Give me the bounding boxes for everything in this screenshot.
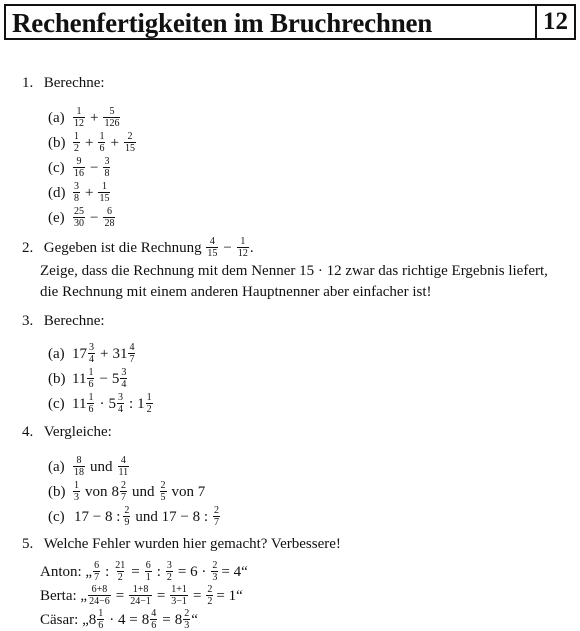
fraction: $\frac{1}{6}$ bbox=[99, 131, 105, 154]
expression-text: und 17 − 8 : bbox=[135, 508, 209, 525]
expression-text: 17 − 8 : bbox=[74, 508, 121, 525]
question-text: Berechne: bbox=[43, 75, 105, 91]
mixed-number: 11 $\frac{1}{6}$ bbox=[72, 367, 94, 390]
operator: − bbox=[223, 239, 232, 256]
fraction: $\frac{1}{12}$ bbox=[237, 236, 248, 259]
question-number: 1. bbox=[22, 75, 34, 91]
mixed-number: 17 $\frac{3}{4}$ bbox=[72, 342, 94, 365]
q1-item-e bbox=[48, 206, 116, 229]
fraction: $\frac{2}{3}$ bbox=[212, 560, 218, 583]
question-number: 5. bbox=[22, 536, 34, 552]
item-label: (c) bbox=[48, 159, 65, 176]
q5-berta: Berta: „ $\frac{6+8}{24-6}$ = $\frac{1+8}{24-1}$ = $\frac{1+1}{3-1}$ = $\frac{2}{2}$ = 1“ bbox=[40, 584, 243, 607]
q4-item-a bbox=[48, 455, 130, 478]
operator: + bbox=[90, 109, 99, 126]
q3-item-b bbox=[48, 367, 128, 390]
connector-text: von 7 bbox=[171, 483, 206, 500]
item-label: (a) bbox=[48, 458, 65, 475]
item-label: (e) bbox=[48, 209, 65, 226]
item-label: (a) bbox=[48, 345, 65, 362]
mixed-number: 8 $\frac{4}{6}$ bbox=[141, 608, 157, 631]
fraction: $\frac{9}{16}$ bbox=[74, 156, 84, 179]
item-label: (c) bbox=[48, 395, 65, 412]
q1-item-b bbox=[48, 131, 137, 154]
question-text: Berechne: bbox=[43, 313, 105, 329]
operator: + bbox=[100, 345, 109, 362]
q1-item-c bbox=[48, 156, 111, 179]
question-number: 3. bbox=[22, 313, 34, 329]
fraction: $\frac{2}{5}$ bbox=[160, 480, 166, 503]
fraction: $\frac{1+1}{3-1}$ bbox=[171, 584, 187, 607]
fraction: $\frac{6+8}{24-6}$ bbox=[89, 584, 110, 607]
operator: − bbox=[90, 209, 99, 226]
mixed-number: 8 $\frac{2}{3}$ bbox=[174, 608, 190, 631]
fraction: $\frac{25}{30}$ bbox=[74, 206, 84, 229]
item-label: (b) bbox=[48, 483, 66, 500]
question-3 bbox=[22, 312, 105, 330]
q5-casar: Cäsar: „ 8 $\frac{1}{6}$ · 4 = 8 $\frac{4}{6}$ = 8 $\frac{2}{3}$ “ bbox=[40, 608, 198, 631]
fraction: $\frac{5}{126}$ bbox=[104, 106, 120, 129]
fraction: $\frac{4}{11}$ bbox=[118, 455, 129, 478]
item-label: (b) bbox=[48, 370, 66, 387]
operator: + bbox=[85, 184, 94, 201]
question-2 bbox=[22, 236, 254, 259]
fraction: $\frac{3}{8}$ bbox=[104, 156, 110, 179]
fraction: $\frac{1}{2}$ bbox=[74, 131, 79, 154]
connector-text: und bbox=[132, 483, 155, 500]
fraction: $\frac{2}{15}$ bbox=[124, 131, 135, 154]
question-number: 2. bbox=[22, 239, 34, 256]
question-2-line-2: Zeige, dass die Rechnung mit dem Nenner 15 · 12 zwar das richtige Ergebnis liefert, bbox=[40, 263, 548, 279]
q4-item-c bbox=[48, 505, 221, 528]
question-text: Gegeben ist die Rechnung bbox=[43, 239, 202, 256]
student-name: Cäsar: bbox=[40, 611, 79, 628]
item-label: (b) bbox=[48, 134, 66, 151]
q1-item-d bbox=[48, 181, 111, 204]
question-text: Vergleiche: bbox=[43, 424, 112, 440]
q1-item-a bbox=[48, 106, 121, 129]
fraction: $\frac{6}{7}$ bbox=[94, 560, 100, 583]
q3-item-c bbox=[48, 392, 154, 415]
mixed-number: 11 $\frac{1}{6}$ bbox=[72, 392, 94, 415]
question-2-line-3: die Rechnung mit einem anderen Hauptnenner aber einfacher ist! bbox=[40, 284, 432, 300]
q3-item-a bbox=[48, 342, 136, 365]
operator: + bbox=[85, 134, 94, 151]
mixed-number: 31 $\frac{4}{7}$ bbox=[112, 342, 135, 365]
connector-text: von bbox=[85, 483, 108, 500]
mixed-number: 5 $\frac{3}{4}$ bbox=[108, 392, 123, 415]
mixed-number: 5 $\frac{3}{4}$ bbox=[111, 367, 127, 390]
page-title: Rechenfertigkeiten im Bruchrechnen bbox=[12, 8, 433, 38]
connector-text: und bbox=[90, 458, 113, 475]
question-1 bbox=[22, 74, 105, 92]
question-4 bbox=[22, 423, 112, 441]
fraction: $\frac{1}{12}$ bbox=[74, 106, 84, 129]
fraction: $\frac{1}{3}$ bbox=[74, 480, 79, 503]
student-name: Berta: bbox=[40, 587, 77, 604]
fraction: $\frac{8}{18}$ bbox=[74, 455, 84, 478]
operator: · bbox=[99, 395, 105, 412]
fraction: $\frac{1}{15}$ bbox=[99, 181, 110, 204]
fraction: $\frac{3}{2}$ bbox=[166, 560, 172, 583]
fraction: $\frac{1+8}{24-1}$ bbox=[130, 584, 151, 607]
operator: − bbox=[99, 370, 108, 387]
student-name: Anton: bbox=[40, 563, 82, 580]
mixed-number: 1 $\frac{1}{2}$ bbox=[137, 392, 152, 415]
fraction: $\frac{6}{1}$ bbox=[145, 560, 151, 583]
page-number: 12 bbox=[535, 6, 574, 38]
fraction: $\frac{2}{2}$ bbox=[207, 584, 213, 607]
fraction: $\frac{2}{9}$ bbox=[124, 505, 130, 528]
item-label: (c) bbox=[48, 508, 65, 525]
question-text: Welche Fehler wurden hier gemacht? Verbessere! bbox=[43, 536, 341, 552]
item-label: (d) bbox=[48, 184, 66, 201]
fraction: $\frac{21}{2}$ bbox=[115, 560, 126, 583]
operator: : bbox=[128, 395, 134, 412]
mixed-number: 8 $\frac{1}{6}$ bbox=[88, 608, 104, 631]
period: . bbox=[249, 239, 254, 256]
fraction: $\frac{4}{15}$ bbox=[207, 236, 218, 259]
q5-anton: Anton: „ $\frac{6}{7}$ : $\frac{21}{2}$ = $\frac{6}{1}$ : $\frac{3}{2}$ = 6 · $\frac{2}{3}$ = 4“ bbox=[40, 560, 248, 583]
fraction: $\frac{6}{28}$ bbox=[104, 206, 115, 229]
fraction: $\frac{3}{8}$ bbox=[74, 181, 79, 204]
mixed-number: 8 $\frac{2}{7}$ bbox=[111, 480, 126, 503]
operator: − bbox=[90, 159, 99, 176]
operator: + bbox=[110, 134, 119, 151]
q4-item-b bbox=[48, 480, 209, 503]
question-number: 4. bbox=[22, 424, 34, 440]
question-5 bbox=[22, 535, 341, 553]
item-label: (a) bbox=[48, 109, 65, 126]
fraction: $\frac{2}{7}$ bbox=[214, 505, 220, 528]
